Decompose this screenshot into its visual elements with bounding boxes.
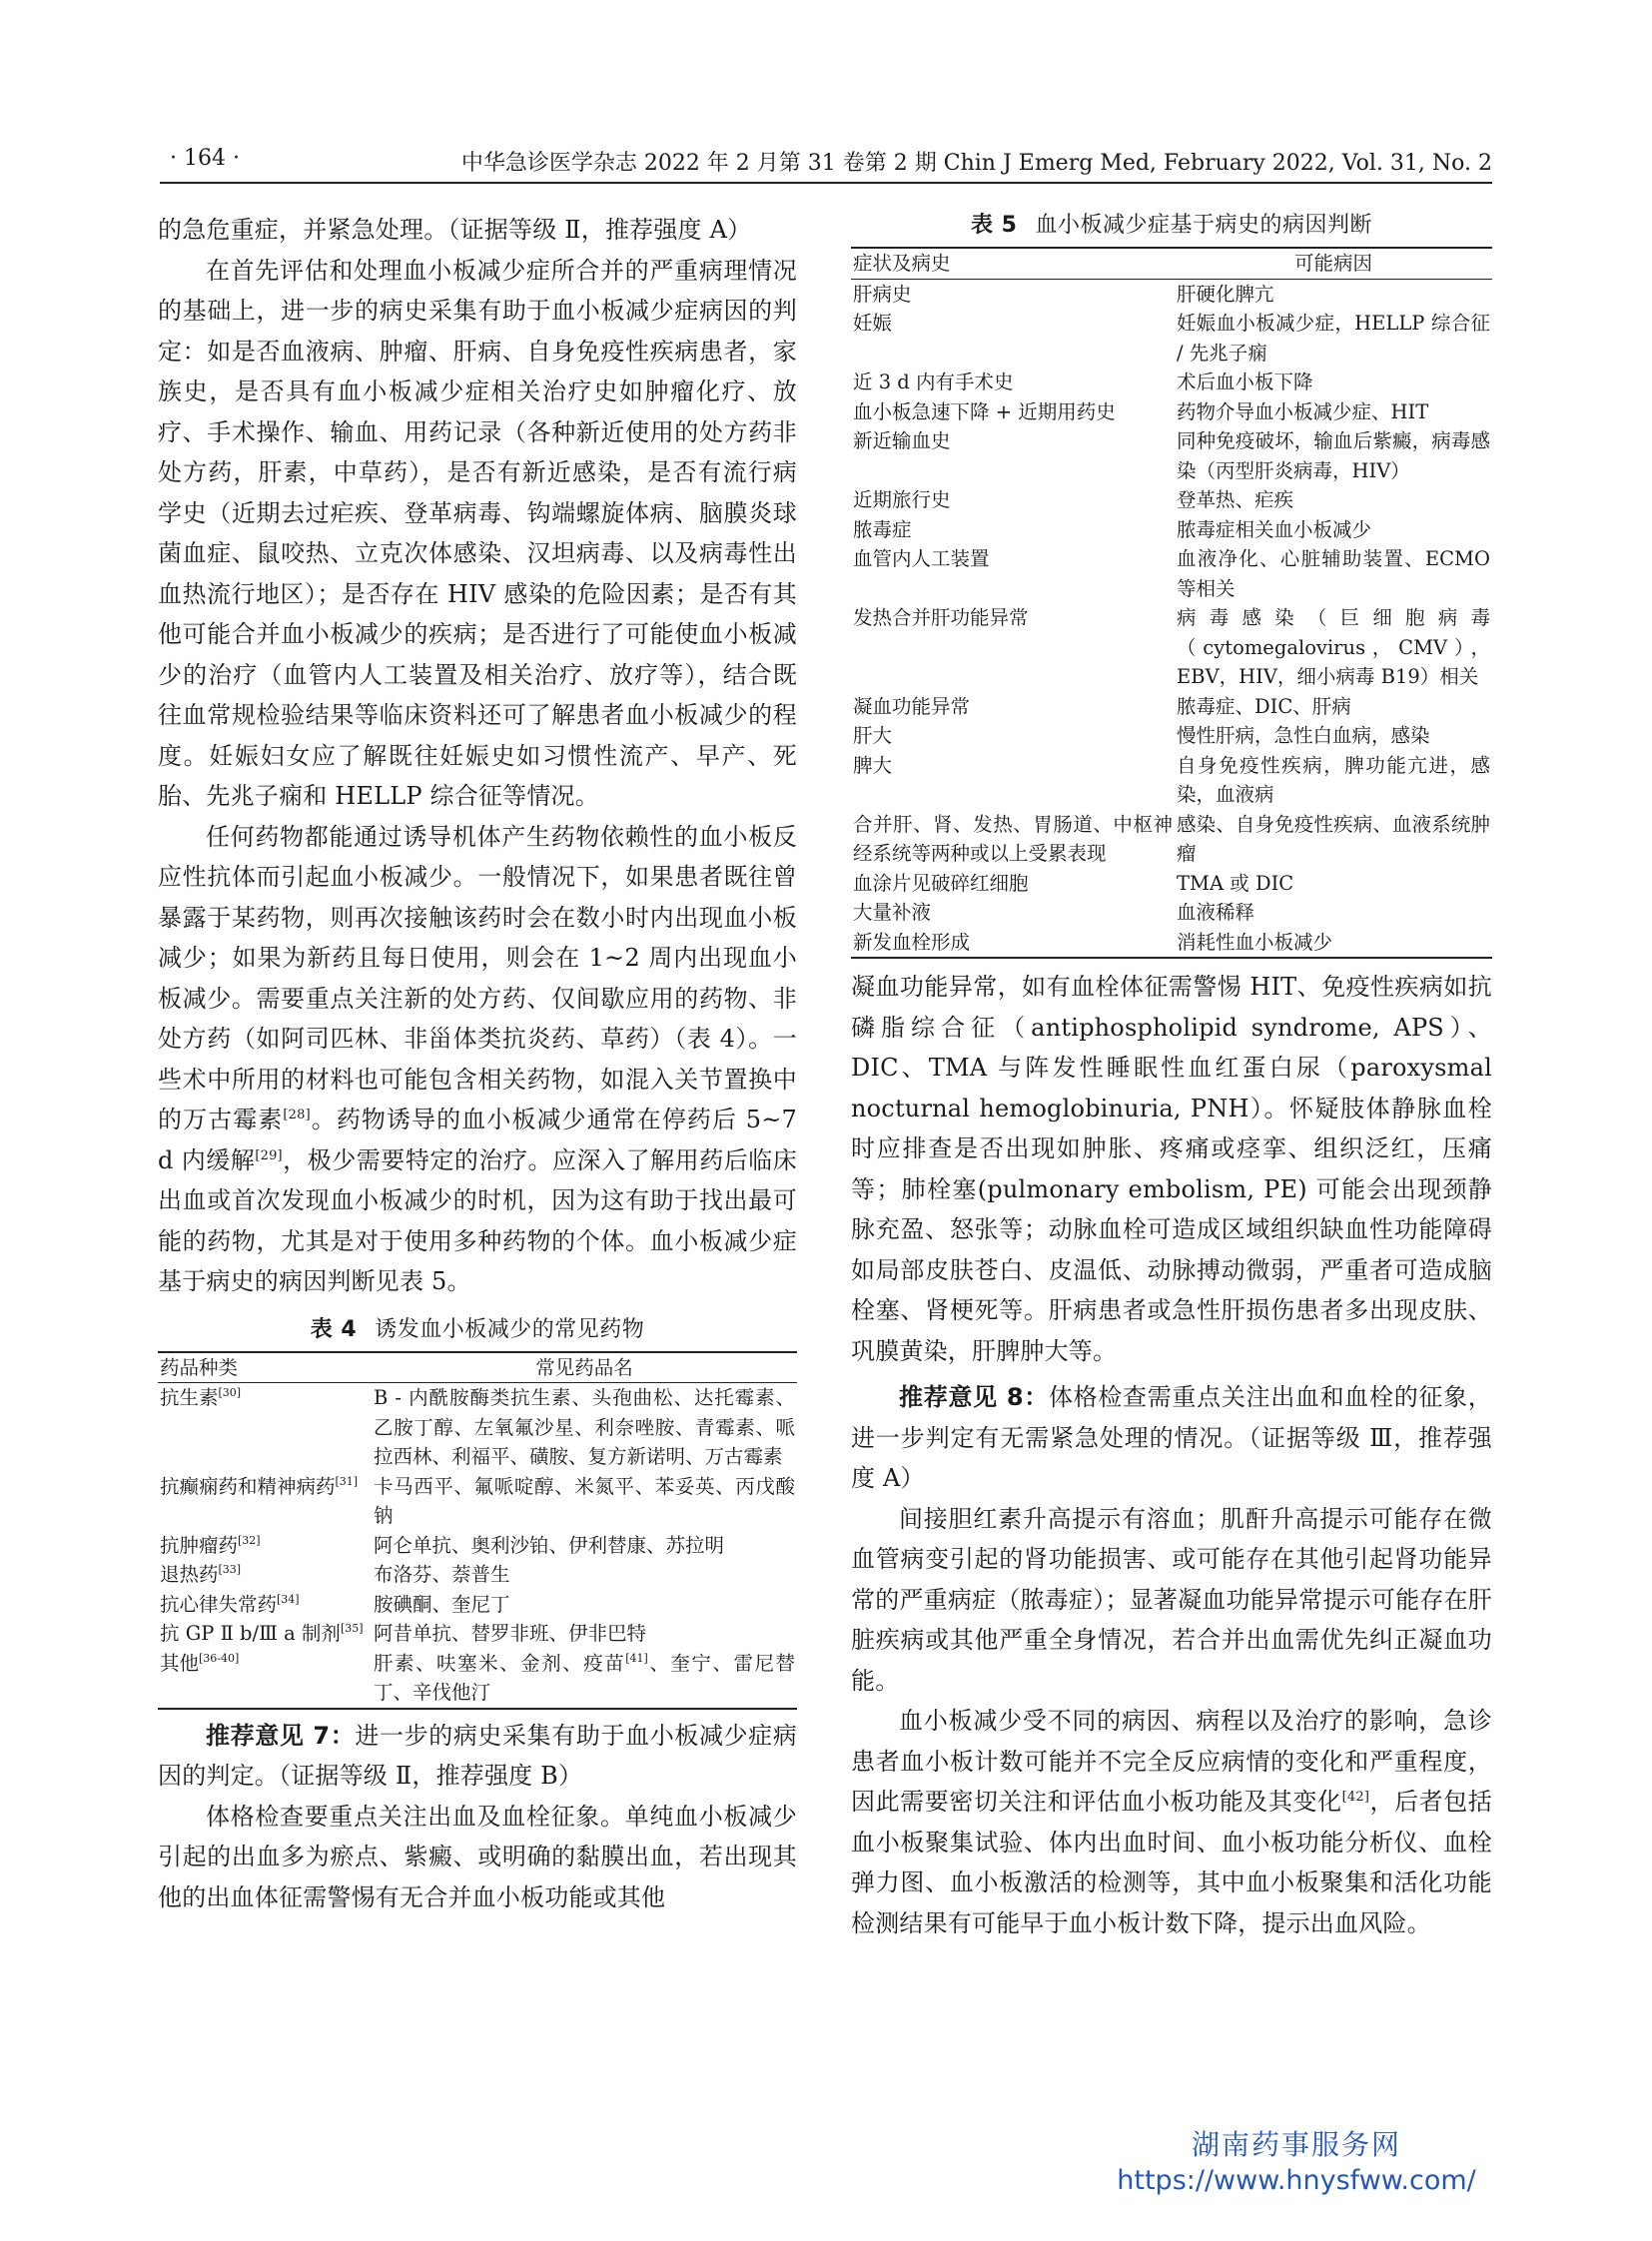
drug-category — [158, 1560, 372, 1590]
table-row — [158, 1472, 797, 1531]
watermark — [1097, 2123, 1496, 2196]
symptom-history: 近期旅行史 — [853, 488, 951, 511]
table-row — [851, 692, 1492, 722]
possible-cause: 登革热、疟疾 — [1177, 488, 1294, 511]
citation-ref[interactable]: [35] — [340, 1622, 364, 1635]
drug-names — [372, 1531, 797, 1561]
symptom-history: 近 3 d 内有手术史 — [853, 371, 1014, 393]
symptom-history: 脓毒症 — [853, 517, 912, 541]
drug-category-label: 抗心律失常药 — [160, 1592, 278, 1616]
table-row — [851, 810, 1492, 869]
table5-header-causes: 可能病因 — [1175, 248, 1492, 279]
table-row — [851, 869, 1492, 899]
possible-cause: 妊娠血小板减少症，HELLP 综合征 / 先兆子痫 — [1177, 312, 1490, 365]
symptom-history: 妊娠 — [853, 312, 893, 335]
table-row — [158, 1619, 797, 1649]
text-segment: ，后者包括血小板聚集试验、体内出血时间、血小板功能分析仪、血栓弹力图、血小板激活的检测等，其中血小板聚集和活化功能检测结果有可能早于血小板计数下降，提示出血风险。 — [851, 1788, 1493, 1937]
drug-names — [372, 1619, 797, 1649]
symptom-history: 发热合并肝功能异常 — [853, 606, 1029, 629]
citation-ref[interactable]: [30] — [218, 1386, 242, 1399]
drug-category — [158, 1383, 372, 1472]
table-row — [851, 426, 1492, 485]
recommendation-text: 体格检查需重点关注出血和血栓的征象，进一步判定有无需紧急处理的情况。（证据等级 Ⅲ，推荐强度 A） — [851, 1383, 1492, 1492]
table5-title: 血小板减少症基于病史的病因判断 — [1035, 213, 1372, 238]
possible-cause: 感染、自身免疫性疾病、血液系统肿瘤 — [1177, 812, 1490, 865]
citation-ref[interactable]: [36-40] — [199, 1651, 240, 1665]
drug-names-text: 卡马西平、氟哌啶醇、米氮平、苯妥英、丙戊酸钠 — [374, 1474, 795, 1527]
symptom-history: 大量补液 — [853, 901, 932, 924]
drug-names — [372, 1472, 797, 1531]
citation-ref[interactable]: [32] — [238, 1533, 261, 1547]
drug-category-label: 抗生素 — [160, 1386, 219, 1409]
table4-header-category: 药品种类 — [158, 1352, 372, 1383]
table5 — [851, 247, 1492, 959]
table5-header-symptoms: 症状及病史 — [851, 248, 1175, 279]
citation-ref[interactable]: [33] — [218, 1563, 242, 1576]
symptom-history: 血涂片见破碎红细胞 — [853, 871, 1029, 895]
drug-names — [372, 1649, 797, 1709]
symptom-history: 新近输血史 — [853, 429, 951, 452]
symptom-history: 凝血功能异常 — [853, 694, 971, 718]
drug-names-text: 肝素、呋塞米、金剂、疫苗 — [374, 1651, 626, 1675]
paragraph-lab-findings: 间接胆红素升高提示有溶血；肌酐升高提示可能存在微血管病变引起的肾功能损害、或可能存在其他引起肾功能异常的严重病症（脓毒症）；显著凝血功能异常提示可能存在肝脏疾病或其他严重全身情况，若合并出血需优先纠正凝血功能。 — [851, 1504, 1492, 1695]
symptom-history: 脾大 — [853, 753, 893, 777]
drug-names-text: 阿昔单抗、替罗非班、伊非巴特 — [374, 1622, 647, 1645]
drug-names-text: 阿仑单抗、奥利沙铂、伊利替康、苏拉明 — [374, 1533, 725, 1557]
table5-caption — [851, 208, 1492, 239]
table4-header-drugs: 常见药品名 — [372, 1352, 797, 1383]
citation-ref[interactable]: [29] — [255, 1147, 283, 1163]
table-row — [851, 721, 1492, 751]
drug-category — [158, 1590, 372, 1620]
table-row — [851, 751, 1492, 810]
drug-category — [158, 1619, 372, 1649]
table-row — [851, 544, 1492, 603]
text-segment: 任何药物都能通过诱导机体产生药物依赖性的血小板反应性抗体而引起血小板减少。一般情况下，如果患者既往曾暴露于某药物，则再次接触该药时会在数小时内出现血小板减少；如果为新药且每日使用，则会在 1~2 周内出现血小板减少。需要重点关注新的处方药、仅间歇应用的药物、非处方药（如阿司匹林、非甾体类抗炎药、草药）（表 4）。一些术中所用的材料也可能包含相关药物，如混入关节置换中的万古霉素 — [158, 822, 797, 1133]
table4-title: 诱发血小板减少的常见药物 — [375, 1316, 645, 1342]
table-row — [851, 485, 1492, 515]
possible-cause: 肝硬化脾亢 — [1177, 282, 1274, 306]
symptom-history: 合并肝、肾、发热、胃肠道、中枢神经系统等两种或以上受累表现 — [853, 812, 1173, 865]
possible-cause: 自身免疫性疾病，脾功能亢进，感染，血液病 — [1177, 753, 1490, 806]
drug-category-label: 其他 — [160, 1651, 200, 1675]
table-row — [851, 397, 1492, 427]
citation-ref[interactable]: [41] — [625, 1651, 648, 1665]
paragraph-physical-exam: 体格检查要重点关注出血及血栓征象。单纯血小板减少引起的出血多为瘀点、紫癜、或明确的黏膜出血，若出现其他的出血体征需警惕有无合并血小板功能或其他 — [158, 1802, 797, 1911]
possible-cause: 慢性肝病，急性白血病，感染 — [1177, 724, 1430, 747]
paragraph-platelet-function — [851, 1701, 1492, 1943]
text-segment: 。药物诱导的血小板减少通常在停药后 5~7 d 内缓解 — [158, 1106, 798, 1174]
symptom-history: 肝病史 — [853, 282, 912, 306]
possible-cause: 术后血小板下降 — [1177, 371, 1313, 393]
symptom-history: 肝大 — [853, 724, 893, 747]
possible-cause: 脓毒症、DIC、肝病 — [1177, 694, 1351, 718]
left-column — [158, 210, 797, 1917]
possible-cause: 血液稀释 — [1177, 901, 1255, 924]
paragraph-thrombosis-signs: 凝血功能异常，如有血栓体征需警惕 HIT、免疫性疾病如抗磷脂综合征（antiphospholipid syndrome, APS）、DIC、TMA 与阵发性睡眠性血红蛋白尿（paroxysmal nocturnal hemoglobinuria, PNH）。怀疑肢体静脉血栓时应排查是否出现如肿胀、疼痛或痉挛、组织泛红，压痛等；肺栓塞(pulmonary embolism, PE) 可能会出现颈静脉充盈、怒张等；动脉血栓可造成区域组织缺血性功能障碍如局部皮肤苍白、皮温低、动脉搏动微弱，严重者可造成脑栓塞、肾梗死等。肝病患者或急性肝损伤患者多出现皮肤、巩膜黄染，肝脾肿大等。 — [851, 973, 1492, 1365]
table-row — [851, 368, 1492, 397]
drug-names-text: 布洛芬、萘普生 — [374, 1563, 510, 1586]
possible-cause: 脓毒症相关血小板减少 — [1177, 517, 1372, 541]
recommendation-7 — [158, 1716, 797, 1797]
drug-category — [158, 1472, 372, 1531]
drug-category-label: 抗癫痫药和精神病药 — [160, 1474, 336, 1498]
table4 — [158, 1351, 797, 1710]
paragraph-history-taking: 在首先评估和处理血小板减少症所合并的严重病理情况的基础上，进一步的病史采集有助于血小板减少症病因的判定：如是否血液病、肿瘤、肝病、自身免疫性疾病患者，家族史，是否具有血小板减少症相关治疗史如肿瘤化疗、放疗、手术操作、输血、用药记录（各种新近使用的处方药非处方药，肝素，中草药），是否有新近感染，是否有流行病学史（近期去过疟疾、登革病毒、钩端螺旋体病、脑膜炎球菌血症、鼠咬热、立克次体感染、汉坦病毒、以及病毒性出血热流行地区）；是否存在 HIV 感染的危险因素；是否有其他可能合并血小板减少的疾病；是否进行了可能使血小板减少的治疗（血管内人工装置及相关治疗、放疗等），结合既往血常规检验结果等临床资料还可了解患者血小板减少的程度。妊娠妇女应了解既往妊娠史如习惯性流产、早产、死胎、先兆子痫和 HELLP 综合征等情况。 — [158, 256, 797, 810]
drug-category — [158, 1649, 372, 1709]
recommendation-8 — [851, 1377, 1492, 1499]
table-row — [158, 1531, 797, 1561]
drug-names-text: 、奎宁、雷尼替丁、辛伐他汀 — [374, 1651, 795, 1704]
possible-cause: TMA 或 DIC — [1177, 871, 1294, 895]
watermark-url[interactable]: https://www.hnysfww.com/ — [1117, 2165, 1476, 2196]
citation-ref[interactable]: [42] — [1341, 1790, 1370, 1805]
drug-category-label: 抗 GP Ⅱ b/Ⅲ a 制剂 — [160, 1622, 341, 1645]
possible-cause: 消耗性血小板减少 — [1177, 930, 1333, 954]
table-row — [158, 1383, 797, 1472]
citation-ref[interactable]: [34] — [277, 1592, 300, 1606]
drug-category — [158, 1531, 372, 1561]
text-segment: ，极少需要特定的治疗。应深入了解用药后临床出血或首次发现血小板减少的时机，因为这有助于找出最可能的药物，尤其是对于使用多种药物的个体。血小板减少症基于病史的病因判断见表 5。 — [158, 1145, 797, 1295]
table-row — [851, 928, 1492, 959]
table4-number: 表 4 — [310, 1316, 358, 1342]
recommendation-label: 推荐意见 8： — [899, 1383, 1049, 1411]
recommendation-label: 推荐意见 7： — [206, 1721, 356, 1750]
table-row — [158, 1649, 797, 1709]
text-segment: 血小板减少受不同的病因、病程以及治疗的影响，急诊患者血小板计数可能并不完全反应病情的变化和严重程度，因此需要密切关注和评估血小板功能及其变化 — [851, 1707, 1492, 1816]
possible-cause: 同种免疫破坏，输血后紫癜，病毒感染（丙型肝炎病毒，HIV） — [1177, 429, 1490, 482]
table-row — [851, 603, 1492, 692]
recommendation-text: 进一步的病史采集有助于血小板减少症病因的判定。（证据等级 Ⅱ，推荐强度 B） — [158, 1721, 797, 1790]
symptom-history: 血管内人工装置 — [853, 547, 990, 570]
table5-number: 表 5 — [971, 213, 1018, 238]
possible-cause: 血液净化、心脏辅助装置、ECMO 等相关 — [1177, 547, 1490, 600]
drug-category-label: 抗肿瘤药 — [160, 1533, 239, 1557]
citation-ref[interactable]: [31] — [335, 1474, 359, 1488]
journal-citation: 中华急诊医学杂志 2022 年 2 月第 31 卷第 2 期 Chin J Emerg Med, February 2022, Vol. 31, No. 2 — [460, 151, 1492, 176]
symptom-history: 血小板急速下降 + 近期用药史 — [853, 399, 1116, 423]
table-row — [851, 515, 1492, 545]
table4-caption — [158, 1312, 797, 1343]
possible-cause: 病毒感染（巨细胞病毒（cytomegalovirus，CMV），EBV，HIV，细小病毒 B19）相关 — [1177, 606, 1490, 688]
paragraph-continued: 的急危重症，并紧急处理。（证据等级 Ⅱ，推荐强度 A） — [158, 216, 752, 244]
table-row — [851, 279, 1492, 309]
table-row — [851, 309, 1492, 368]
page-number: · 164 · — [170, 146, 240, 171]
paragraph-drug-induced — [158, 817, 797, 1302]
watermark-site-name: 湖南药事服务网 — [1191, 2128, 1401, 2161]
drug-category-label: 退热药 — [160, 1563, 219, 1586]
drug-names — [372, 1590, 797, 1620]
running-header — [160, 142, 1492, 184]
drug-names — [372, 1383, 797, 1472]
table-row — [158, 1590, 797, 1620]
right-column — [851, 210, 1492, 1943]
symptom-history: 新发血栓形成 — [853, 930, 971, 954]
citation-ref[interactable]: [28] — [283, 1108, 311, 1122]
drug-names-text: Β - 内酰胺酶类抗生素、头孢曲松、达托霉素、乙胺丁醇、左氧氟沙星、利奈唑胺、青霉素、哌拉西林、利福平、磺胺、复方新诺明、万古霉素 — [374, 1386, 795, 1468]
drug-names-text: 胺碘酮、奎尼丁 — [374, 1592, 510, 1616]
possible-cause: 药物介导血小板减少症、HIT — [1177, 399, 1429, 423]
table-row — [851, 898, 1492, 928]
table-row — [158, 1560, 797, 1590]
drug-names — [372, 1560, 797, 1590]
